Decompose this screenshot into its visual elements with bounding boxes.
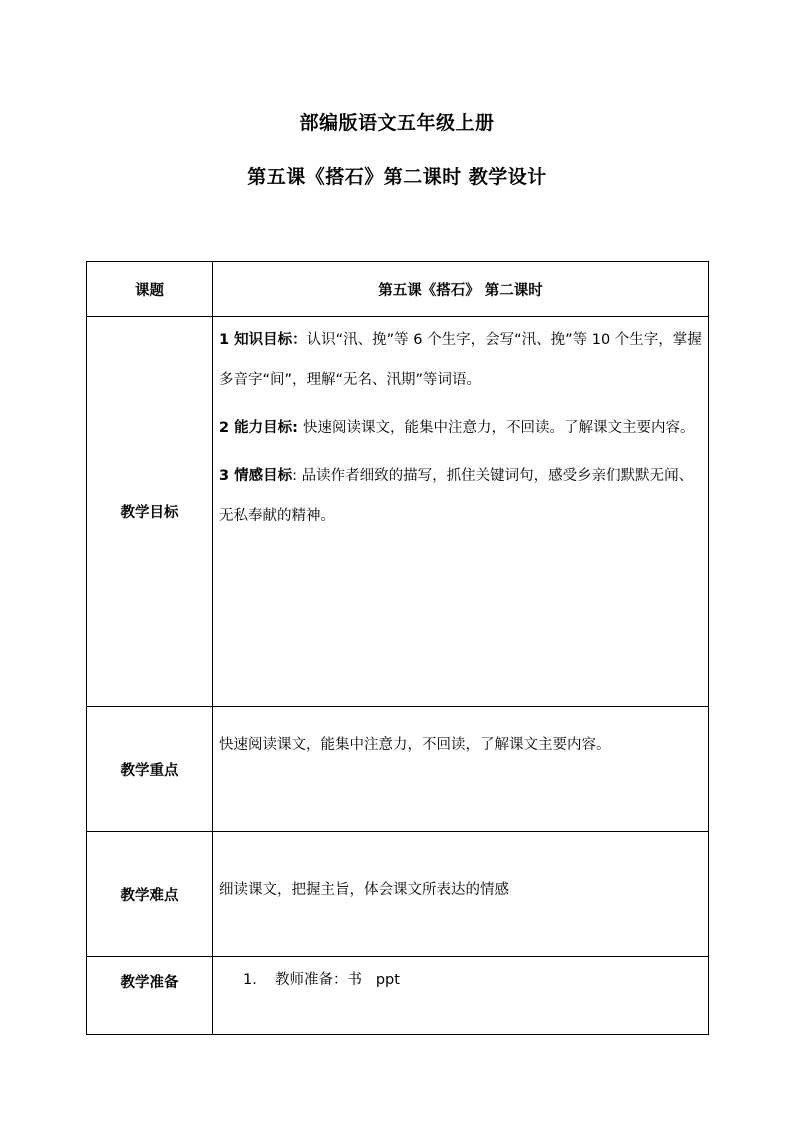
difficulties-text: 细读课文，把握主旨，体会课文所表达的情感 bbox=[219, 882, 509, 898]
difficulties-row bbox=[87, 832, 709, 957]
goal-text: 快速阅读课文，能集中注意力，不回读。了解课文主要内容。 bbox=[302, 420, 695, 436]
difficulties-cell bbox=[213, 832, 709, 957]
document-title: 部编版语文五年级上册 bbox=[299, 112, 495, 134]
key-points-cell bbox=[213, 707, 709, 832]
key-points-text: 快速阅读课文，能集中注意力，不回读，了解课文主要内容。 bbox=[219, 737, 611, 753]
topic-label: 课题 bbox=[87, 262, 213, 317]
goal-heading: 3 情感目标 bbox=[219, 468, 293, 484]
goals-label: 教学目标 bbox=[87, 317, 213, 707]
topic-value: 第五课《搭石》 第二课时 bbox=[213, 262, 709, 317]
goal-item-knowledge bbox=[219, 320, 702, 400]
goal-item-emotion bbox=[219, 456, 702, 536]
key-points-row bbox=[87, 707, 709, 832]
goal-heading: 2 能力目标: bbox=[219, 420, 303, 436]
preparation-number: 1. bbox=[243, 972, 257, 988]
preparation-text: 教师准备：书 ppt bbox=[275, 972, 400, 988]
goal-item-ability bbox=[219, 408, 702, 448]
preparation-item bbox=[243, 969, 702, 991]
goal-heading: 1 知识目标： bbox=[219, 332, 307, 348]
document-subtitle: 第五课《搭石》第二课时 教学设计 bbox=[247, 166, 547, 188]
goal-text: 认识“汛、挽”等 6 个生字，会写“汛、挽”等 10 个生字，掌握多音字“间”，理解“无名、汛期”等词语。 bbox=[219, 332, 702, 388]
preparation-row bbox=[87, 957, 709, 1035]
preparation-label: 教学准备 bbox=[87, 957, 213, 1035]
goals-row bbox=[87, 317, 709, 707]
goal-text: : 品读作者细致的描写，抓住关键词句，感受乡亲们默默无闻、无私奉献的精神。 bbox=[219, 468, 694, 524]
preparation-cell bbox=[213, 957, 709, 1035]
difficulties-label: 教学难点 bbox=[87, 832, 213, 957]
lesson-plan-table bbox=[86, 261, 709, 1035]
goals-cell bbox=[213, 317, 709, 707]
key-points-label: 教学重点 bbox=[87, 707, 213, 832]
topic-row bbox=[87, 262, 709, 317]
